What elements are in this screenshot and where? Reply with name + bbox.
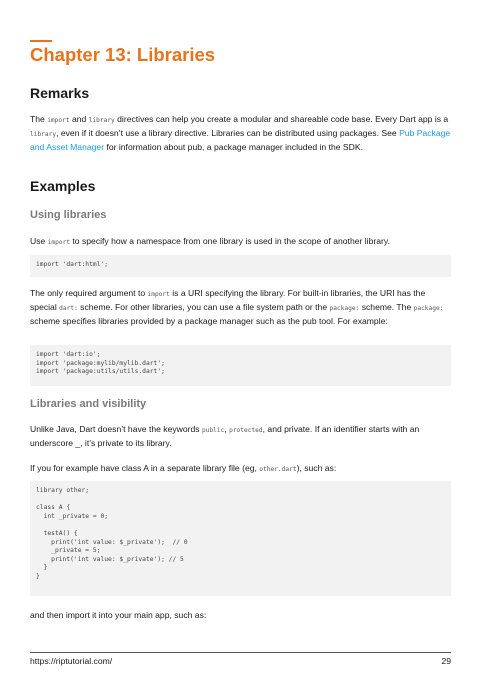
import-argument-paragraph: The only required argument to import is a URI specifying the library. For built-in libraries, the URI has the special dart: scheme. For other libraries, you can use a file system path or the package: scheme. The package: scheme specifies libraries provided by a package manager such as the pub tool. For example: <box>30 288 444 326</box>
code-text: import 'dart:io'; import 'package:mylib/mylib.dart'; import 'package:utils/utils.dart'; <box>36 351 165 376</box>
pub-package-link[interactable]: Pub Package and Asset Manager <box>30 128 451 152</box>
using-libraries-intro: Use import to specify how a namespace from one library is used in the scope of another library. <box>30 236 390 246</box>
code-block-library-other <box>30 481 451 596</box>
examples-heading: Examples <box>30 178 96 194</box>
chapter-accent-bar <box>30 40 52 42</box>
remarks-paragraph: The import and library directives can help you create a modular and shareable code base. Every Dart app is a library, even if it doesn’t use a library directive. Libraries can be distributed using packages. See Pub Package and Asset Manager for information about pub, a package manager included in the SDK. <box>30 114 451 152</box>
visibility-heading: Libraries and visibility <box>30 398 147 410</box>
footer-divider <box>30 652 451 653</box>
code-block-import-examples <box>30 345 451 386</box>
remarks-heading: Remarks <box>30 85 90 101</box>
chapter-title: Chapter 13: Libraries <box>30 44 216 65</box>
using-libraries-heading: Using libraries <box>30 209 107 221</box>
footer-url[interactable]: https://riptutorial.com/ <box>30 656 113 666</box>
other-dart-paragraph: If you for example have class A in a separate library file (eg, other.dart), such as: <box>30 463 337 473</box>
page-number: 29 <box>441 656 451 666</box>
code-block-import-html <box>30 255 451 277</box>
code-text: import 'dart:html'; <box>36 261 109 268</box>
code-text: library other; class A { int _private = 0; testA() { print('int value: $_private'); // 0 _private = 5; print('int value: $_private'); // 5 } } <box>36 487 188 580</box>
import-main-paragraph: and then import it into your main app, such as: <box>30 610 207 620</box>
visibility-paragraph: Unlike Java, Dart doesn’t have the keywords public, protected, and private. If an identifier starts with an underscore _, it’s private to its library. <box>30 424 420 448</box>
